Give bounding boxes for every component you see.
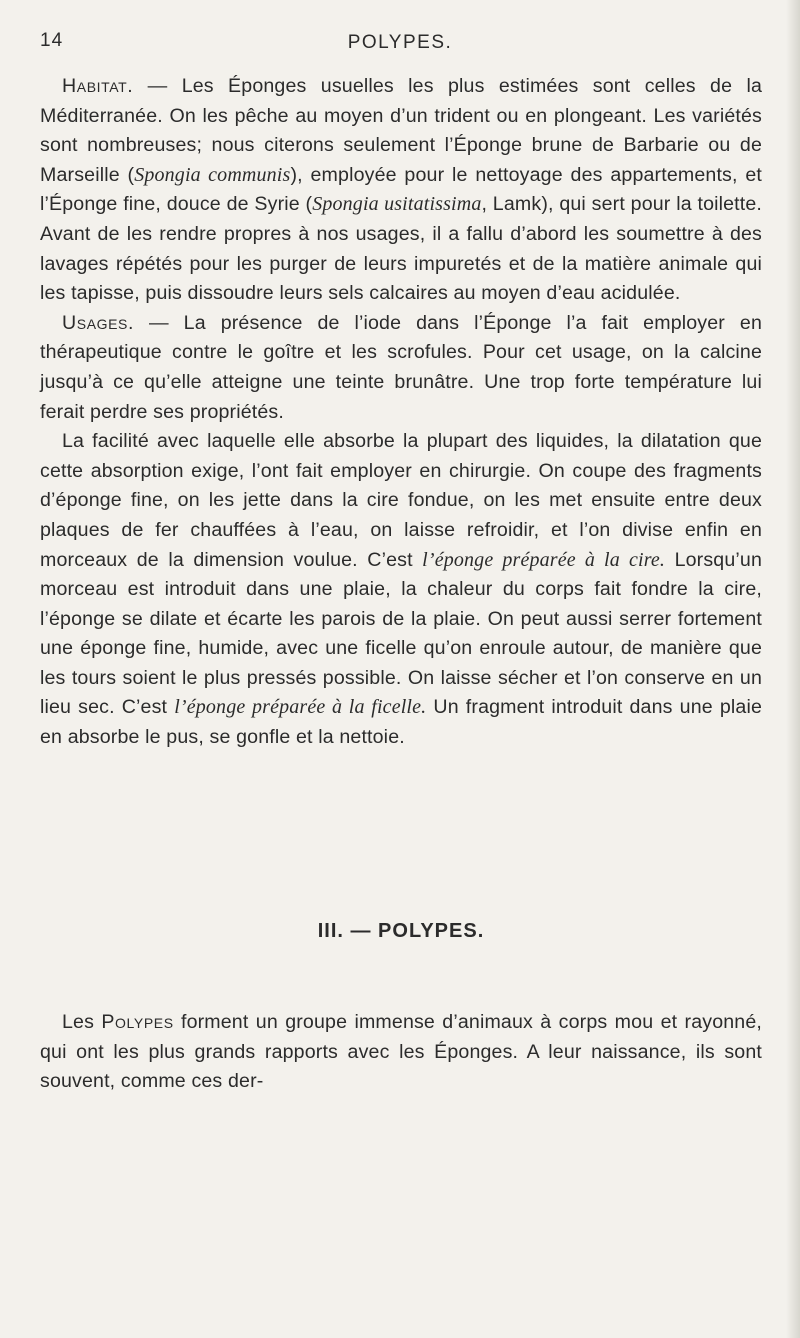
facilite-term-cire: l’éponge préparée à la cire. <box>422 548 666 571</box>
main-text <box>40 72 762 753</box>
usages-lead: Usages. <box>62 311 135 334</box>
page-edge-shadow <box>786 0 800 1338</box>
page-number: 14 <box>40 30 64 51</box>
facilite-text-2: Lorsqu’un morceau est introduit dans une plaie, la chaleur du corps fait fondre la cire, l’éponge se dilate et écarte les parois de la plaie. On peut aussi serrer fortement une éponge fine, humide, avec une ficelle qu’on enroule autour, de manière que les tours soient le plus pressés possible. On laisse sécher et l’on conserve en un lieu sec. C’est <box>40 548 762 719</box>
facilite-text-3: Un fragment introduit dans une plaie en absorbe le pus, se gonfle et la nettoie. <box>40 696 762 749</box>
paragraph-usages <box>40 309 762 427</box>
polypes-lead: Polypes <box>101 1011 174 1033</box>
habitat-species-1: Spongia communis <box>134 163 291 186</box>
polypes-text-0: Les <box>62 1011 102 1033</box>
section-heading: III. — POLYPES. <box>317 920 485 942</box>
facilite-term-ficelle: l’éponge préparée à la ficelle. <box>174 696 427 719</box>
habitat-species-2: Spongia usitatissima <box>312 193 482 216</box>
usages-text-1: — La présence de l’iode dans l’Éponge l’a fait employer en thérapeutique contre le goître et les scrofules. Pour cet usage, on la calcine jusqu’à ce qu’elle atteigne une teinte brunâtre. Une trop forte température lui ferait perdre ses propriétés. <box>40 311 762 423</box>
habitat-lead: Habitat. <box>62 75 134 97</box>
running-head <box>40 30 760 58</box>
running-title: POLYPES. <box>347 32 453 53</box>
habitat-text-3: , Lamk), qui sert pour la toilette. Avant de les rendre propres à nos usages, il a fallu d’abord les soumettre à des lavages répétés pour les purger de leurs impuretés et de la matière animale qui les tapisse, puis dissoudre leurs sels calcaires au moyen d’eau acidulée. <box>40 193 762 305</box>
paragraph-habitat <box>40 72 762 309</box>
facilite-text-1: La facilité avec laquelle elle absorbe la plupart des liquides, la dilatation que cette absorption exige, l’ont fait employer en chirurgie. On coupe des fragments d’éponge fine, on les jette dans la cire fondue, on les met ensuite entre deux plaques de fer chauffées à l’eau, on laisse refroidir, et l’on divise enfin en morceaux de la dimension voulue. C’est <box>40 430 762 571</box>
paragraph-facilite <box>40 427 762 753</box>
paragraph-polypes <box>40 1008 762 1097</box>
habitat-text-1: — Les Éponges usuelles les plus estimées sont celles de la Méditerranée. On les pêche au moyen d’un trident ou en plongeant. Les variétés sont nombreuses; nous citerons seulement l’Éponge brune de Barbarie ou de Marseille ( <box>40 75 762 186</box>
polypes-text-1: forment un groupe immense d’animaux à corps mou et rayonné, qui ont les plus grands rapports avec les Éponges. A leur naissance, ils sont souvent, comme ces der- <box>40 1011 762 1093</box>
habitat-text-2: ), employée pour le nettoyage des appartements, et l’Éponge fine, douce de Syrie ( <box>40 163 762 216</box>
section-text <box>40 1008 762 1097</box>
